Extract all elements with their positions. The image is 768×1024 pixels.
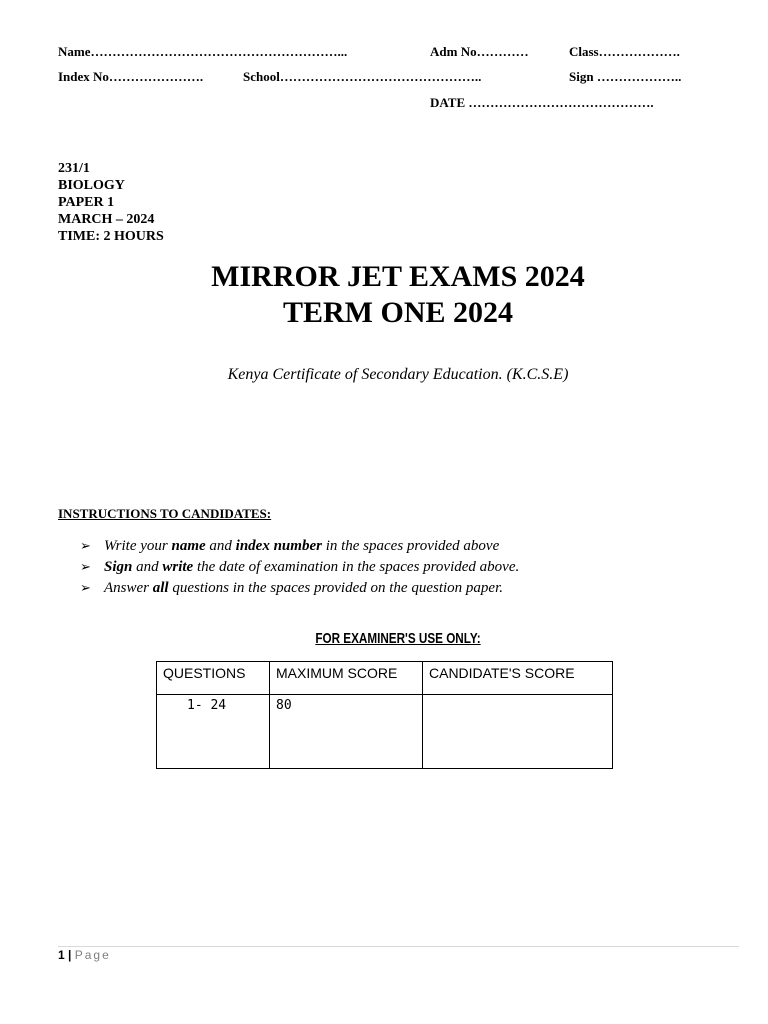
footer-separator: |	[68, 948, 72, 962]
instruction-item	[80, 556, 519, 577]
instruction-text: questions in the spaces provided on the question paper.	[168, 580, 503, 596]
examiner-heading: FOR EXAMINER'S USE ONLY:	[315, 630, 481, 647]
table-row	[157, 695, 613, 769]
instruction-text: and	[205, 538, 236, 554]
arrow-bullet-icon: ➢	[80, 580, 91, 595]
candidate-score-cell[interactable]	[423, 695, 613, 769]
page-number: 1	[58, 948, 65, 962]
column-header-questions: QUESTIONS	[157, 662, 270, 695]
instruction-emphasis: Sign	[104, 559, 133, 575]
column-header-max-score: MAXIMUM SCORE	[270, 662, 423, 695]
score-table-header	[157, 662, 613, 695]
footer-divider	[58, 946, 739, 947]
instruction-text: Write your	[104, 538, 172, 554]
paper-code: 231/1	[58, 161, 90, 176]
sign-field[interactable]: Sign ………………..	[569, 69, 682, 84]
exam-subtitle: Kenya Certificate of Secondary Education. (K.C.S.E)	[227, 366, 569, 383]
school-field[interactable]: School………………………………………..	[243, 69, 482, 84]
instruction-emphasis: write	[162, 559, 194, 575]
arrow-bullet-icon: ➢	[80, 538, 91, 553]
exam-title: MIRROR JET EXAMS 2024	[211, 260, 585, 293]
instruction-emphasis: name	[171, 538, 206, 554]
index-no-field[interactable]: Index No………………….	[58, 69, 204, 84]
exam-term: TERM ONE 2024	[282, 296, 513, 329]
instruction-text: in the spaces provided above	[321, 538, 500, 554]
instructions-heading: INSTRUCTIONS TO CANDIDATES:	[58, 506, 272, 521]
questions-cell: 1- 24	[157, 695, 270, 769]
date-field[interactable]: DATE …………………………………….	[430, 95, 654, 110]
instruction-item	[80, 577, 519, 598]
page-label: Page	[74, 948, 111, 962]
paper-date: MARCH – 2024	[58, 212, 155, 227]
instruction-emphasis: index number	[235, 538, 322, 554]
paper-time: TIME: 2 HOURS	[58, 229, 164, 244]
paper-info	[58, 160, 164, 245]
column-header-candidate-score: CANDIDATE'S SCORE	[423, 662, 613, 695]
instruction-text: Answer	[104, 580, 153, 596]
instruction-text: the date of examination in the spaces provided above.	[193, 559, 520, 575]
instruction-text: and	[132, 559, 163, 575]
max-score-cell: 80	[270, 695, 423, 769]
arrow-bullet-icon: ➢	[80, 559, 91, 574]
paper-subject: BIOLOGY	[58, 178, 125, 193]
instructions-list	[80, 535, 519, 598]
adm-no-field[interactable]: Adm No…………	[430, 44, 529, 59]
page-footer	[58, 948, 111, 962]
paper-number: PAPER 1	[58, 195, 115, 210]
instruction-emphasis: all	[152, 580, 169, 596]
score-table	[156, 661, 613, 769]
class-field[interactable]: Class……………….	[569, 44, 680, 59]
name-field[interactable]: Name…………………………………………………...	[58, 44, 348, 59]
instruction-item	[80, 535, 519, 556]
